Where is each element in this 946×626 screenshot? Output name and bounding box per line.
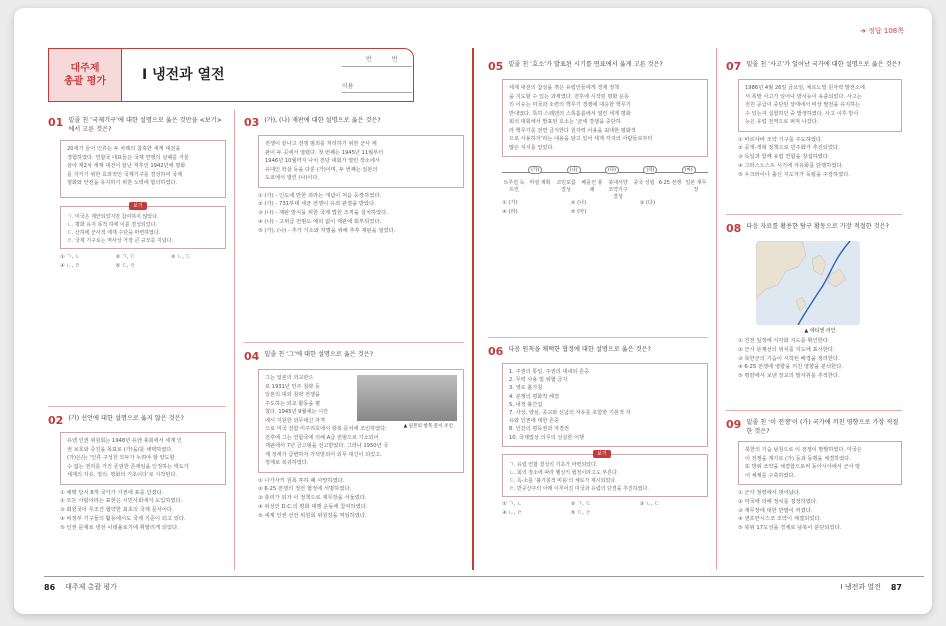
question-number: 07 [726,60,742,73]
option-3[interactable]: ③ 총리가 되자 이 정책으로 재무장을 서둘렀다. [258,495,367,502]
bogi-item: ㄴ. 회의 장소에 따라 헬싱키 협정이라고도 부른다. [509,469,619,476]
option-5[interactable]: ⑤ ㄷ, ㄹ [115,262,136,269]
source-line: 어 체제를 구축하였다. [745,472,796,479]
source-line: 8. 인간의 평등권과 자결권 [509,426,570,433]
source-line: 을 지도할 수 있는 과제였다. 전후에 시작된 평화 운동 [509,93,630,100]
row-divider-q04 [244,342,464,343]
option-4[interactable]: ④ 비정부 기구들의 활동에서도 국제 기준이 되고 있다. [60,515,186,522]
timeline [502,163,708,200]
question-number: 05 [488,60,504,73]
source-line: 삼아 제2차 세계 대전이 끝난 직후인 1942년에 평화 [67,163,186,169]
timeline-event: 트루먼 독트린 [503,180,525,193]
bogi-box [60,203,226,249]
source-box [258,369,464,473]
source-box [258,135,464,188]
option-1[interactable]: ① (가) - 인도에 반한 죄라는 개념이 처음 등장하였다. [258,192,382,199]
source-line: 전후에 그는 연합국에 의해 A급 전범으로 기소되어 [265,434,379,441]
question-05 [488,60,708,217]
answer-options [258,477,464,521]
footer-right [841,582,902,592]
answer-options [502,500,708,518]
source-line: 이 전쟁을 계기로 (가) 등과 동맹을 체결하였다. [745,455,851,462]
option-1[interactable]: ① 채택 당시 8개 국가가 기권에 표를 던졌다. [60,489,164,496]
timeline-event: 마셜 계획 [529,180,551,186]
question-09 [726,418,902,533]
badge-line2: 총괄 평가 [63,76,107,87]
map-graphic [756,241,860,325]
row-divider-q09 [726,410,902,411]
source-line: 의 이슈는 미국과 소련의 핵무기 경쟁에 대응한 핵무기 [509,102,631,108]
source-line: 수 없는 권리를 가진 존엄한 존재임을 인정하는 태도가 [67,463,189,470]
surrender-photo [357,375,457,421]
source-line: 20세기 들어 인류는 두 차례의 참혹한 세계 대전을 [67,146,181,152]
source-line: 에서 지원한 외무대신 자격 [265,417,326,424]
option-4[interactable]: ④ 위성인 D.C.의 평화 대행 운동에 참여하였다. [258,503,368,510]
name-field [342,54,412,93]
question-01 [48,116,226,271]
row-divider-q02 [48,406,226,407]
question-text: 다음 자료를 활용한 탐구 활동으로 가장 적절한 것은? [746,223,889,230]
footer-right-label: Ⅰ 냉전과 열전 [840,583,881,591]
question-02 [48,414,226,532]
source-line: 정계로 복귀하였다. [265,460,309,466]
source-line: 일본의 대외 침략 전쟁을 [265,392,321,398]
option-2[interactable]: ② 미국에 의해 정치를 결정하였다. [738,498,818,505]
option-3[interactable]: ③ 독일과 함께 유럽 연합을 창설하였다. [738,154,830,161]
option-5[interactable]: ⑤ 평양에서 보낸 장교의 발자취를 추적한다. [738,373,840,380]
footer-left-label: 대주제 총괄 평가 [65,583,117,591]
timeline-mark: (라) [643,166,657,174]
map-caption: ▲ 에티엔 라인 [804,328,836,334]
timeline-mark: (나) [567,166,581,174]
option-3[interactable]: ③ (나) - 재판 방식을 위한 국제 법원 조직을 설치하였다. [258,210,388,217]
timeline-marks [502,166,708,174]
question-number: 09 [726,418,742,431]
option-1[interactable]: ① 바르샤바 조약 기구를 주도하였다. [738,136,823,143]
question-text: (가), (나) 재판에 대한 설명으로 옳은 것은? [264,117,381,124]
option-4[interactable]: ④ (라) [502,208,518,215]
question-text: 밑줄 친 ‘효소’가 발표된 시기를 연표에서 옳게 고른 것은? [508,61,663,68]
question-04 [244,350,464,520]
name-label: 이름 [342,67,412,93]
source-line: 그는 일본의 외교관으 [265,375,314,381]
answer-page-note: ➔ 정답 108쪽 [860,27,904,35]
option-2[interactable]: ② 6·25 전쟁의 정전 협정에 서명하였다. [258,486,352,493]
timeline-mark: (다) [605,166,619,174]
source-box [738,441,902,485]
option-5[interactable]: ⑤ 세계 인권 선언 위원회 위원장을 역임하였다. [258,512,367,519]
option-5[interactable]: ⑤ (가), (나) - 추가 기소와 처벌을 위해 추후 재판을 열었다. [258,227,396,234]
answer-options [738,337,902,381]
question-number: 01 [48,116,64,129]
question-number: 06 [488,345,504,358]
source-line: 평화와 안전을 유지하기 위한 노력에 합의하였다. [67,180,178,186]
question-08 [726,222,902,381]
question-number: 08 [726,222,742,235]
source-line: 제 정세가 급변하자 가석방되어 외무 대신이 되었고, [265,451,382,458]
bogi-tag: 보기 [593,450,611,458]
answer-options [258,192,464,236]
source-line: 유엔 인권 위원회는 1948년 유엔 총회에서 세계 인 [67,438,182,444]
source-line: 1. 주권의 통일, 주권의 대내외 존중 [509,369,589,375]
source-line: 세계 대전의 참상을 겪은 유럽인들에게 경제 정책 [509,85,620,91]
question-number: 02 [48,414,64,427]
source-line: 회의 대회에서 발표된 호소는 ‘균세 경쟁을 중단하 [509,119,621,125]
class-label: 반 [366,56,372,63]
question-03 [244,116,464,235]
option-2[interactable]: ② (나) [570,200,587,206]
question-06 [488,345,708,517]
option-3[interactable]: ③ ㄴ, ㄷ [639,500,660,507]
option-2[interactable]: ② 모든 사람이라는 표현은 시민사회에서 도입하였다. [60,498,183,505]
bogi-item: ㄹ. 국제 기구로는 역사상 가장 큰 규모를 지녔다. [67,238,174,244]
option-5[interactable]: ⑤ (마) [570,208,587,215]
option-1[interactable]: ① 나가사키 원폭 투하 때 사망하였다. [258,477,345,484]
timeline-mark: (마) [682,166,696,174]
bogi-item: ㄴ. 평화 유지 목적 하에 이를 결성되었다. [67,222,157,228]
source-line: 주도하는 외교 활동을 펼 [265,400,321,407]
answer-options [738,136,902,180]
source-line: 유대인 학살 등을 다룬 (가)이며, 두 번째는 일본의 [265,166,378,173]
timeline-event: 일본 재무장 [685,180,707,193]
page-title: Ⅰ 냉전과 열전 [142,67,225,83]
number-label: 번 [391,56,398,63]
bogi-item: ㄷ. 산하에 군사적 제재 수단을 마련하였다. [67,230,161,236]
timeline-mark: (가) [528,166,542,174]
source-line: 1946년 10월까지 나치 전당 대회가 열린 장소에서 [265,158,380,164]
option-5[interactable]: ⑤ ㄷ, ㄹ [570,509,591,516]
question-number: 03 [244,116,260,129]
source-box [60,140,226,198]
option-1[interactable]: ① (가) [502,200,518,206]
source-line: 4. 분쟁의 평화적 해결 [509,393,559,400]
source-line: 3. 영토 불가침 [509,385,543,392]
source-line: 2. 무력 사용 및 위협 금지 [509,377,568,384]
option-2[interactable]: ② (가) - 731부대 세균 전쟁이 유죄 판결을 받았다. [258,201,376,208]
badge-line1: 대주제 [70,63,100,74]
option-1[interactable]: ① ㄱ, ㄴ [502,500,523,507]
bogi-box [502,450,708,497]
source-box [502,363,708,447]
option-1[interactable]: ① ㄱ, ㄴ [60,254,81,260]
option-2[interactable]: ② 군사 분계선의 위치를 지도에 표시한다. [738,346,835,353]
bogi-item: ㄹ. 반공산주의 아래 이루어진 미국과 유럽의 단결을 추진하였다. [509,485,649,492]
answer-options [738,489,902,533]
source-line: 5. 내정 불간섭 [509,401,543,408]
acheson-line-map [756,241,860,325]
source-line: 으로 미국 전함 미주리호에서 항복 문서에 조인하였다. [265,426,387,432]
source-box [60,432,226,485]
answer-options [502,199,708,217]
question-text: 다음 원칙을 채택한 협정에 대한 설명으로 옳은 것은? [508,346,651,353]
source-line: 으로 사용하자’라는 내용을 담고 있어 세계 각지의 사람들로부터 [509,136,653,142]
textbook-spread [14,8,932,614]
source-line: 경험하였다. 연합국 대표들은 국제 연맹의 실패를 거울 [67,154,189,161]
timeline-event: 북대서양조약기구 결성 [608,180,628,200]
bogi-item: ㄷ. 독·소를 ‘불가침적 비용’의 체로가 제시되었다. [509,477,617,484]
option-4[interactable]: ④ ㄴ, ㄹ [502,509,523,516]
footer-rule [44,576,924,577]
source-line: 전원 공급이 중단된 상태에서 비상 발전을 유지하는 [745,102,861,108]
column-divider-1 [234,110,235,570]
option-5[interactable]: ⑤ 북위 17도선을 경계로 남북이 분단되었다. [738,525,842,532]
source-line: 권 보호와 증진을 목표로 (가)을/를 채택하였다. [67,446,173,453]
option-4[interactable]: ④ ㄴ, ㄹ [60,262,81,269]
timeline-event: 중국 성립 [633,180,655,186]
option-1[interactable]: ① 군사 점령에서 벗어났다. [738,490,801,496]
option-3[interactable]: ③ 회원국이 무조건 협약한 최초의 국제 문서이다. [60,507,174,514]
page-number-left: 86 [44,582,56,592]
bogi-tag: 보기 [129,202,147,210]
timeline-event: 6·25 전쟁 [658,180,682,186]
photo-caption: ▲ 일본의 항복 문서 조인 [403,424,453,429]
source-line: 능은 유럽 전역으로 퍼져 나갔다. [745,119,819,125]
source-line: 서 폭발 사고가 일어나 방사능이 유출되었다. 사고는 [745,93,862,100]
source-line: 수 있는지 실험하던 중 발생하였다. 사고 이후 방사 [745,110,859,117]
source-line: 를 지키기 위한 효과적인 국제기구를 결성하여 국제 [67,171,183,178]
option-3[interactable]: ③ 재무장에 대한 반발이 커졌다. [738,507,813,514]
question-text: (가) 선언에 대한 설명으로 옳지 않은 것은? [68,415,184,422]
source-line: 라 핵무기를 전면 금지한다 원자력 이용을 최대한 평화적 [509,127,636,134]
option-4[interactable]: ④ 6·25 전쟁에 영향을 끼친 영향을 분석한다. [738,364,844,371]
source-line: 유와 인권에 대한 존중 [509,418,560,425]
source-line: 7. 사상, 양심, 종교와 신념의 자유를 포함한 기본적 자 [509,410,631,417]
question-text: 밑줄 친 ‘그’에 대한 설명으로 옳은 것은? [264,351,373,358]
timeline-event: 베를린 봉쇄 [581,180,603,193]
answer-options [60,253,226,271]
row-divider-p87 [488,337,708,338]
question-text: 밑줄 친 ‘이 전쟁’이 (가) 국가에 끼친 영향으로 가장 적절한 것은? [746,419,899,435]
option-2[interactable]: ② ㄱ, ㄷ [570,500,591,507]
source-line: 로 1931년 만주 침략 등 [265,383,320,390]
page-divider [472,48,474,570]
option-3[interactable]: ③ ㄴ, ㄷ [170,254,191,260]
page-number-right: 87 [890,582,902,592]
question-07 [726,60,902,179]
source-line: 세계의 자유, 정의, 평화의 기초이다’로 시작된다. [67,472,178,478]
source-box [738,79,902,132]
source-line: 1986년 4월 26일 금요일, 체르노빌 원자력 발전소에 [745,85,865,91]
timeline-events [502,179,708,200]
row-divider-q08 [726,214,902,215]
option-3[interactable]: ③ 북한군의 기습이 시작된 배경을 정리한다. [738,355,840,362]
question-number: 04 [244,350,260,363]
source-line: (가)은/는 ‘인류 구성원 모두가 누려야 할 양도할 [67,455,175,461]
option-1[interactable]: ① 진전 일정에 시각화 지도를 확인한다. [738,338,830,344]
option-3[interactable]: ③ (다) [639,200,656,206]
source-line: 재판에서 7년 금고형을 선고받았다. 그러나 1950년 국 [265,443,389,449]
question-text: 밑줄 친 ‘국제기구’에 대한 설명으로 옳은 것만을 <보기>에서 고른 것은? [68,117,222,133]
answer-options [60,489,226,533]
source-line: 북한의 기습 남침으로 이 전쟁이 발발하였다. 미국은 [745,447,862,453]
source-line: 10. 국제법상 의무의 성실한 이행 [509,434,584,441]
source-line: 쳤다. 1945년 9월에는 시간 [265,409,329,415]
source-line: 전쟁이 끝나고 전쟁 범죄를 처리하기 위한 군사 재 [265,141,377,147]
option-4[interactable]: ④ (나) - 고위급 전범도 예외 없이 재판에 회부되었다. [258,218,382,225]
option-4[interactable]: ④ 그라스노스트 시기에 자유화를 단행하였다. [738,162,844,169]
header-badge [48,48,122,102]
timeline-event: 코민포름 결성 [556,180,576,193]
source-line: 또 방위 조약을 체결함으로써 동아시아에서 군사 방 [745,464,861,470]
option-2[interactable]: ② ㄱ, ㄷ [115,254,136,260]
source-line: 도쿄에서 열린 (나)이다. [265,175,320,181]
option-4[interactable]: ④ 샌프란시스코 조약이 체결되었다. [738,516,822,523]
question-text: 밑줄 친 ‘사고’가 일어난 국가에 대한 설명으로 옳은 것은? [746,61,901,68]
source-line: 반대였다. 특히 스웨덴의 스톡홀름에서 열린 세계 평화 [509,110,631,117]
option-5[interactable]: ⑤ 우크라이나 출신 지도자가 독립을 주장하였다. [738,171,851,178]
bogi-item: ㄱ. 유럽 연합 결성의 기초가 마련되었다. [509,461,598,468]
bogi-item: ㄱ. 미국은 제안되었지만 참여하지 않았다. [67,214,159,220]
column-divider-2 [716,48,717,570]
option-5[interactable]: ⑤ 인권 문제로 냉전 이데올로기에 휘말리게 되었다. [60,524,179,531]
source-line: 많은 지지를 얻었다. [509,144,555,151]
source-line: 판이 두 곳에서 열렸다. 첫 번째는 1945년 11월부터 [265,149,384,156]
footer-left [44,582,117,592]
option-2[interactable]: ② 공개·개혁 정책으로 민주화가 추진되었다. [738,145,840,152]
source-box [502,79,708,157]
